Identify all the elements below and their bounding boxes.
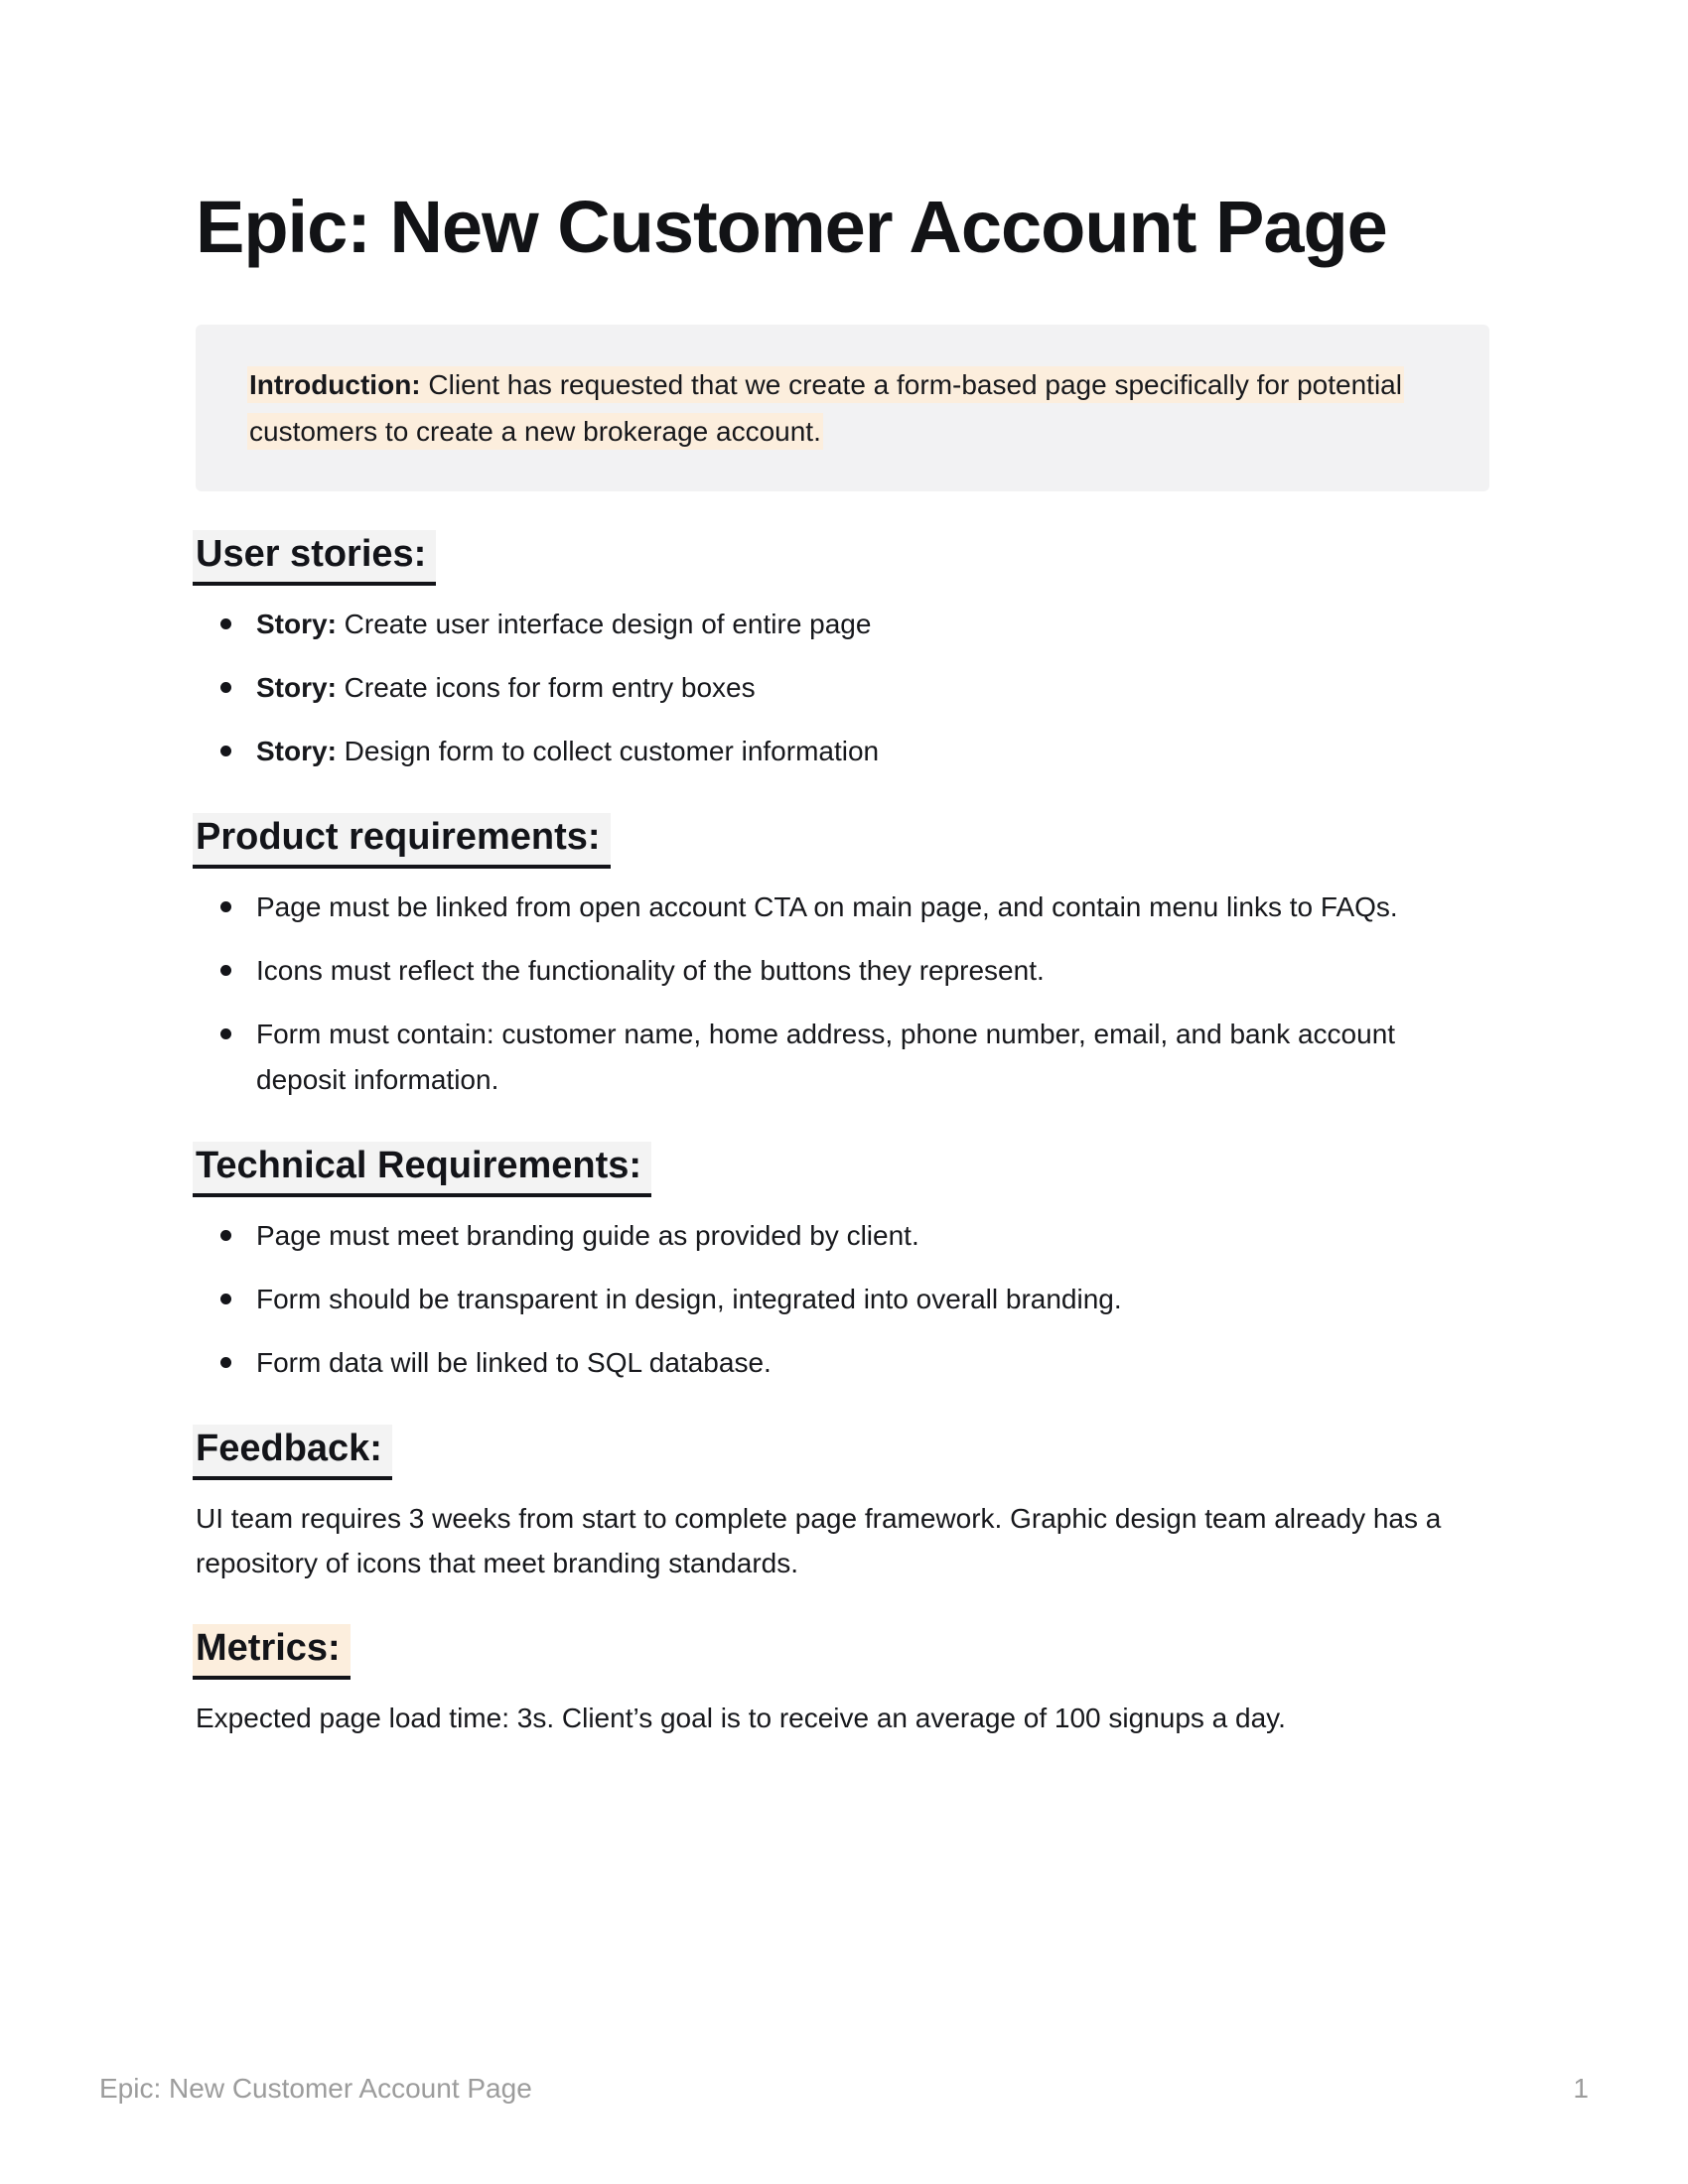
introduction-label: Introduction: xyxy=(249,369,421,401)
item-text: Page must be linked from open account CTA on main page, and contain menu links to FAQs. xyxy=(256,891,1398,923)
list-item xyxy=(196,948,1489,994)
feedback-text: UI team requires 3 weeks from start to complete page framework. Graphic design team already has a repository of icons that meet branding standards. xyxy=(196,1503,1442,1579)
item-text: Form must contain: customer name, home address, phone number, email, and bank account deposit information. xyxy=(256,1019,1396,1096)
item-label: Story: xyxy=(256,672,337,704)
product-requirements-list xyxy=(196,885,1489,1103)
section-technical-requirements xyxy=(196,1145,1489,1386)
introduction-text xyxy=(247,361,1450,455)
section-heading-technical-requirements xyxy=(196,1145,1489,1187)
heading-text: Metrics: xyxy=(193,1624,351,1680)
list-item xyxy=(196,1012,1489,1103)
section-heading-user-stories xyxy=(196,533,1489,576)
item-text: Create icons for form entry boxes xyxy=(336,672,756,704)
heading-text: Product requirements: xyxy=(193,813,611,869)
list-item xyxy=(196,1213,1489,1259)
section-product-requirements xyxy=(196,816,1489,1103)
item-text: Design form to collect customer information xyxy=(336,736,880,767)
item-label: Story: xyxy=(256,736,337,767)
list-item xyxy=(196,1277,1489,1322)
list-item xyxy=(196,1340,1489,1386)
technical-requirements-list xyxy=(196,1213,1489,1386)
item-text: Page must meet branding guide as provided by client. xyxy=(256,1220,919,1252)
page-title: Epic: New Customer Account Page xyxy=(196,186,1387,268)
section-heading-product-requirements xyxy=(196,816,1489,859)
heading-text: Feedback: xyxy=(193,1425,392,1480)
section-heading-feedback xyxy=(196,1428,1489,1470)
introduction-body: Client has requested that we create a form-based page specifically for potential customers to create a new brokerage account. xyxy=(249,369,1402,448)
item-text: Form data will be linked to SQL database. xyxy=(256,1347,772,1379)
footer-document-title: Epic: New Customer Account Page xyxy=(99,2073,532,2104)
section-heading-metrics xyxy=(196,1627,1489,1670)
heading-text: User stories: xyxy=(193,530,436,586)
list-item xyxy=(196,602,1489,647)
user-stories-list xyxy=(196,602,1489,774)
item-text: Create user interface design of entire page xyxy=(336,609,872,640)
introduction-panel xyxy=(196,325,1489,491)
introduction-highlight xyxy=(247,366,1404,450)
section-user-stories xyxy=(196,533,1489,774)
list-item xyxy=(196,885,1489,930)
heading-text: Technical Requirements: xyxy=(193,1142,651,1197)
section-feedback xyxy=(196,1428,1489,1585)
document-content xyxy=(196,185,1489,1750)
item-text: Icons must reflect the functionality of the buttons they represent. xyxy=(256,955,1045,987)
list-item xyxy=(196,665,1489,711)
metrics-text: Expected page load time: 3s. Client’s goal is to receive an average of 100 signups a day. xyxy=(196,1703,1286,1734)
list-item xyxy=(196,729,1489,774)
item-label: Story: xyxy=(256,609,337,640)
section-metrics xyxy=(196,1627,1489,1740)
footer-page-number: 1 xyxy=(1573,2073,1589,2104)
page-footer xyxy=(99,2073,1589,2105)
item-text: Form should be transparent in design, integrated into overall branding. xyxy=(256,1284,1122,1315)
